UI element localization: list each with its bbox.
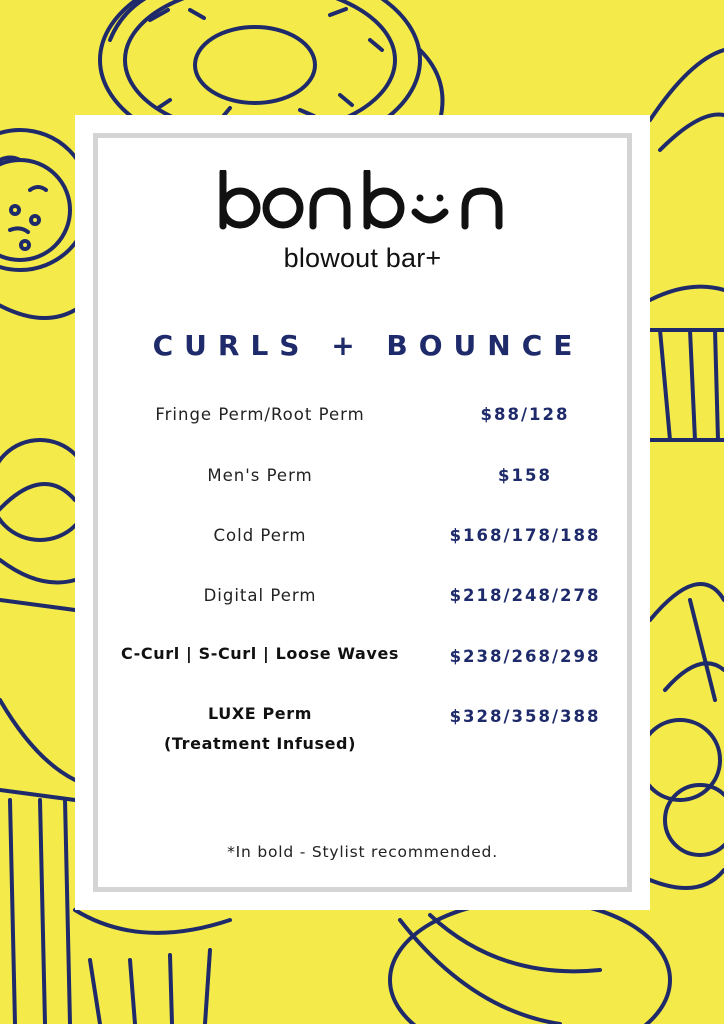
- service-name: Men's Perm: [207, 466, 313, 485]
- service-price: $168/178/188: [449, 526, 601, 545]
- service-name-recommended: C-Curl | S-Curl | Loose Waves: [120, 644, 400, 663]
- service-subtitle: (Treatment Infused): [163, 734, 357, 753]
- service-price: $328/358/388: [449, 707, 601, 726]
- service-price: $158: [498, 466, 552, 485]
- footnote: *In bold - Stylist recommended.: [227, 843, 498, 861]
- menu-card: [75, 115, 650, 910]
- service-name: Fringe Perm/Root Perm: [155, 405, 365, 424]
- service-price: $238/268/298: [449, 647, 601, 666]
- service-name: Digital Perm: [203, 586, 317, 605]
- service-price: $88/128: [480, 405, 570, 424]
- section-title: CURLS + BOUNCE: [152, 329, 584, 362]
- service-price: $218/248/278: [449, 586, 601, 605]
- tart-illustration: [390, 900, 670, 1024]
- brand-logo: [75, 170, 650, 230]
- brand-tagline: blowout bar+: [283, 243, 442, 273]
- service-name: Cold Perm: [213, 526, 307, 545]
- cupcake-illustration-bottom: [75, 910, 230, 1024]
- cupcake-illustration-right: [650, 50, 724, 440]
- bonbun-logo-icon: [213, 170, 513, 230]
- strawberry-cake-illustration: [640, 584, 724, 888]
- service-name-recommended: LUXE Perm: [208, 704, 312, 723]
